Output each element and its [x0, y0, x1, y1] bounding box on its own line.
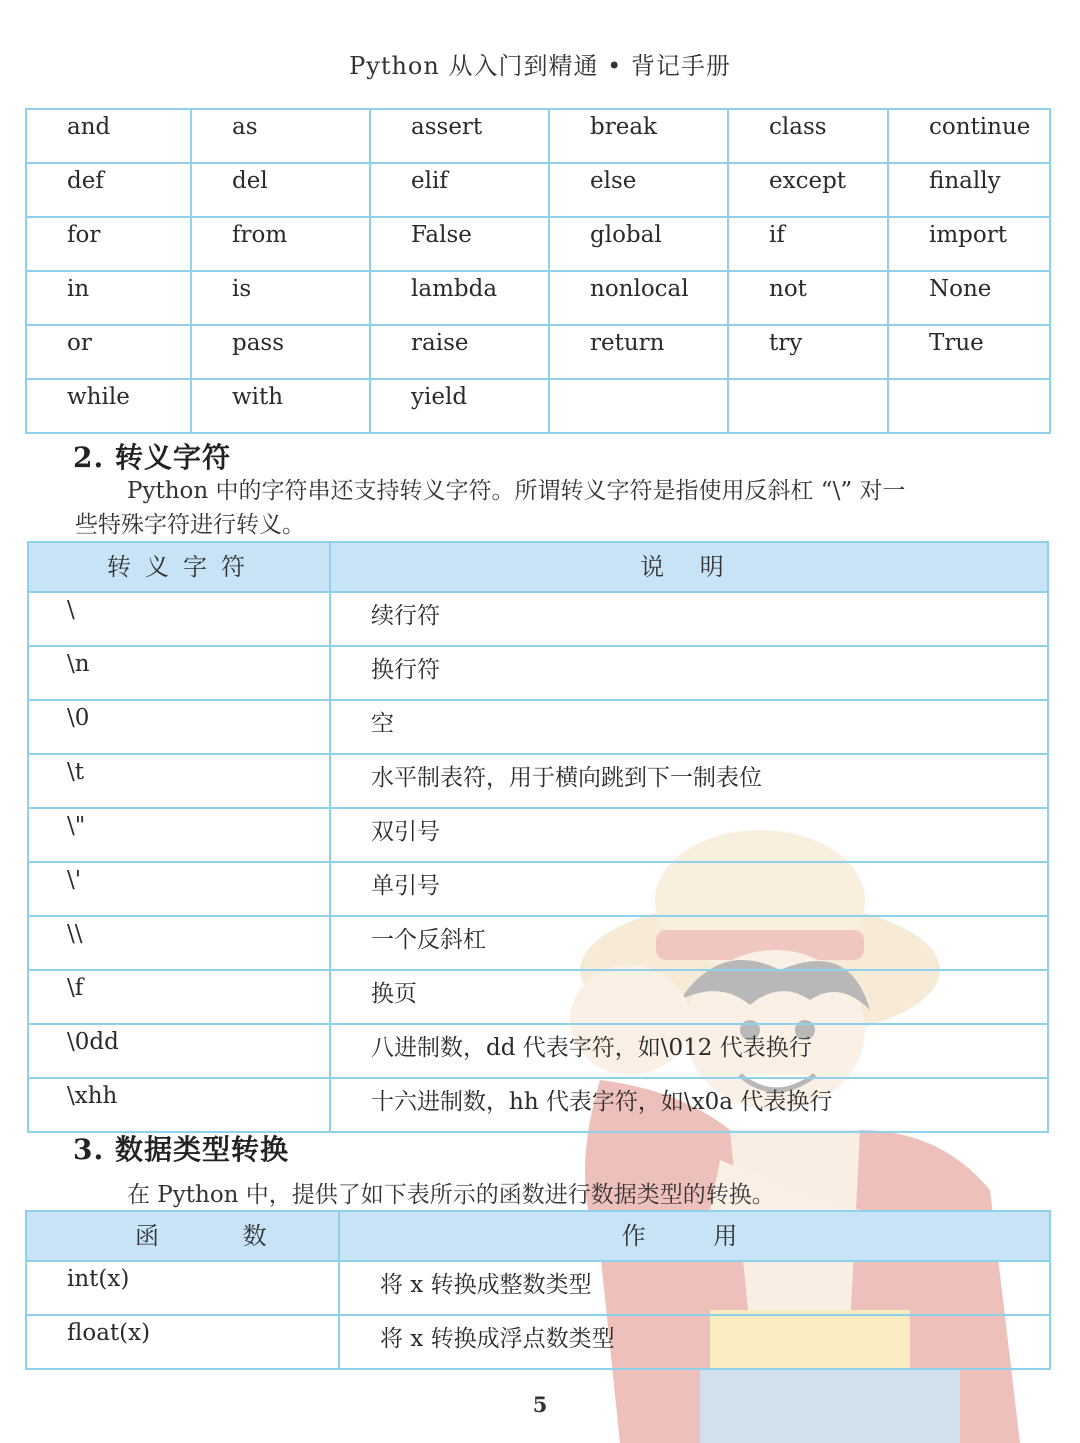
escape-code: \' — [28, 862, 330, 916]
column-header-label: 转义字符 — [107, 553, 259, 581]
keyword-cell — [728, 379, 888, 433]
keyword-cell: del — [191, 163, 370, 217]
column-header — [330, 542, 1048, 592]
type-conversion-table — [25, 1210, 1051, 1370]
keyword-cell: True — [888, 325, 1050, 379]
escape-code: \t — [28, 754, 330, 808]
escape-code: \n — [28, 646, 330, 700]
escape-description: 一个反斜杠 — [330, 916, 1048, 970]
escape-description: 续行符 — [330, 592, 1048, 646]
escape-description: 换行符 — [330, 646, 1048, 700]
paragraph-line: 在 Python 中，提供了如下表所示的函数进行数据类型的转换。 — [127, 1182, 775, 1208]
column-header — [339, 1211, 1050, 1261]
table-header-row — [28, 542, 1048, 592]
escape-description: 双引号 — [330, 808, 1048, 862]
column-header — [26, 1211, 339, 1261]
column-header-label: 说 明 — [640, 553, 738, 581]
escape-description: 水平制表符，用于横向跳到下一制表位 — [330, 754, 1048, 808]
paragraph-line: Python 中的字符串还支持转义字符。所谓转义字符是指使用反斜杠 “\” 对一 — [127, 478, 906, 504]
escape-code: \xhh — [28, 1078, 330, 1132]
keyword-cell: finally — [888, 163, 1050, 217]
table-row — [28, 754, 1048, 808]
keyword-cell: False — [370, 217, 549, 271]
keyword-cell — [888, 379, 1050, 433]
table-row — [26, 1315, 1050, 1369]
keyword-cell: lambda — [370, 271, 549, 325]
running-header: Python 从入门到精通 • 背记手册 — [349, 52, 731, 80]
keyword-cell: break — [549, 109, 728, 163]
table-row — [28, 1078, 1048, 1132]
escape-code: \0dd — [28, 1024, 330, 1078]
paragraph-line: 些特殊字符进行转义。 — [75, 512, 305, 538]
keyword-cell: or — [26, 325, 191, 379]
keyword-cell: def — [26, 163, 191, 217]
keyword-cell: None — [888, 271, 1050, 325]
keyword-cell: and — [26, 109, 191, 163]
table-row — [28, 592, 1048, 646]
table-row — [28, 970, 1048, 1024]
keyword-cell: elif — [370, 163, 549, 217]
keyword-cell: nonlocal — [549, 271, 728, 325]
escape-code: \0 — [28, 700, 330, 754]
keyword-cell: for — [26, 217, 191, 271]
keyword-cell: from — [191, 217, 370, 271]
keyword-cell — [549, 379, 728, 433]
table-row — [26, 271, 1050, 325]
table-row — [28, 916, 1048, 970]
escape-code: \\ — [28, 916, 330, 970]
column-header — [28, 542, 330, 592]
table-header-row — [26, 1211, 1050, 1261]
keyword-cell: yield — [370, 379, 549, 433]
keyword-cell: pass — [191, 325, 370, 379]
escape-chars-table — [27, 541, 1049, 1133]
keyword-cell: return — [549, 325, 728, 379]
keyword-cell: global — [549, 217, 728, 271]
escape-description: 八进制数，dd 代表字符，如\012 代表换行 — [330, 1024, 1048, 1078]
page-number: 5 — [532, 1392, 548, 1417]
function-name: float(x) — [26, 1315, 339, 1369]
escape-description: 空 — [330, 700, 1048, 754]
keyword-cell: continue — [888, 109, 1050, 163]
keywords-table — [25, 108, 1051, 434]
keyword-cell: as — [191, 109, 370, 163]
keyword-cell: in — [26, 271, 191, 325]
table-row — [28, 646, 1048, 700]
table-row — [26, 217, 1050, 271]
section-heading-type-conversion: 3. 数据类型转换 — [73, 1133, 289, 1166]
keyword-cell: import — [888, 217, 1050, 271]
table-row — [28, 1024, 1048, 1078]
table-row — [26, 379, 1050, 433]
column-header-label: 作 用 — [621, 1222, 768, 1250]
keyword-cell: raise — [370, 325, 549, 379]
table-row — [26, 163, 1050, 217]
keyword-cell: with — [191, 379, 370, 433]
function-name: int(x) — [26, 1261, 339, 1315]
escape-code: \" — [28, 808, 330, 862]
keyword-cell: except — [728, 163, 888, 217]
escape-description: 换页 — [330, 970, 1048, 1024]
section-paragraph — [75, 1178, 1025, 1212]
table-row — [26, 1261, 1050, 1315]
table-row — [28, 808, 1048, 862]
escape-code: \f — [28, 970, 330, 1024]
keyword-cell: else — [549, 163, 728, 217]
table-row — [28, 862, 1048, 916]
section-heading-escape-chars: 2. 转义字符 — [73, 441, 231, 474]
table-row — [26, 325, 1050, 379]
table-row — [28, 700, 1048, 754]
function-description: 将 x 转换成浮点数类型 — [339, 1315, 1050, 1369]
section-paragraph — [75, 474, 1025, 542]
table-row — [26, 109, 1050, 163]
keyword-cell: if — [728, 217, 888, 271]
keyword-cell: class — [728, 109, 888, 163]
keyword-cell: while — [26, 379, 191, 433]
keyword-cell: assert — [370, 109, 549, 163]
keyword-cell: is — [191, 271, 370, 325]
function-description: 将 x 转换成整数类型 — [339, 1261, 1050, 1315]
keyword-cell: not — [728, 271, 888, 325]
escape-code: \ — [28, 592, 330, 646]
keyword-cell: try — [728, 325, 888, 379]
column-header-label: 函 数 — [135, 1222, 305, 1250]
escape-description: 十六进制数，hh 代表字符，如\x0a 代表换行 — [330, 1078, 1048, 1132]
escape-description: 单引号 — [330, 862, 1048, 916]
